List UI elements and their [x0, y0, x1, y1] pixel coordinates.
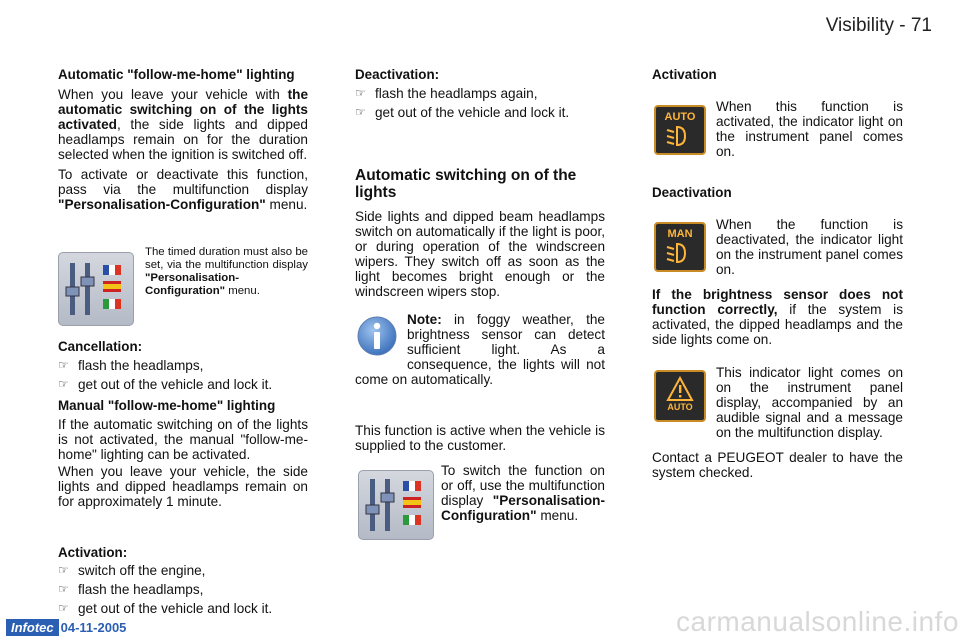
pointing-hand-icon: ☞	[355, 105, 366, 119]
list-item: ☞ get out of the vehicle and lock it.	[58, 601, 273, 616]
pointing-hand-icon: ☞	[58, 377, 69, 391]
footer	[6, 618, 126, 636]
warning-text: This indicator light comes on on the instrument panel display, accompanied by an audible signal and a message on the multifunction display.	[716, 365, 903, 440]
note-label: Note:	[407, 312, 442, 327]
pointing-hand-icon: ☞	[58, 563, 69, 577]
contact-paragraph: Contact a PEUGEOT dealer to have the system checked.	[652, 450, 903, 480]
follow-me-home-paragraph: When you leave your vehicle with the automatic switching on of the lights activated, the side lights and dipped headlamps remain on for the duration selected when the ignition is switched off.	[58, 87, 308, 162]
switch-function-paragraph: To switch the function on or off, use the multifunction display "Personalisation-Configuration" menu.	[441, 463, 605, 523]
sliders-flags-icon	[359, 471, 433, 539]
warning-triangle-icon	[656, 372, 704, 420]
man-indicator-icon	[654, 222, 706, 272]
manual-paragraph-2: When you leave your vehicle, the side lights and dipped headlamps remain on for approximately 1 minute.	[58, 464, 308, 509]
list-item: ☞ flash the headlamps,	[58, 582, 204, 597]
activation-section	[58, 545, 308, 619]
auto-lights-section	[355, 167, 605, 299]
page-number: 71	[910, 15, 932, 36]
settings-icon	[358, 470, 434, 540]
note-paragraph	[355, 312, 605, 387]
man-label: MAN	[667, 228, 693, 240]
section-title: Visibility	[825, 15, 894, 36]
deactivation-text: When the function is deactivated, the indicator light on the instrument panel comes on.	[716, 217, 903, 277]
timed-duration-note: The timed duration must also be set, via the multifunction display "Personalisation-Configuration" menu.	[145, 246, 308, 297]
deactivation-section	[355, 67, 605, 123]
list-item: ☞ flash the headlamps,	[58, 358, 204, 373]
supplied-paragraph: This function is active when the vehicle is supplied to the customer.	[355, 423, 605, 453]
auto-lights-heading: Automatic switching on of the lights	[355, 167, 577, 201]
list-item: ☞ flash the headlamps again,	[355, 86, 538, 101]
header-separator: -	[899, 15, 906, 36]
infotec-logo: Infotec	[6, 619, 59, 636]
sliders-flags-icon	[59, 253, 133, 325]
pointing-hand-icon: ☞	[58, 358, 69, 372]
cancellation-title: Cancellation:	[58, 339, 143, 354]
auto-warning-icon	[654, 370, 706, 422]
auto-label: AUTO	[664, 111, 696, 123]
pointing-hand-icon: ☞	[355, 86, 366, 100]
note-text: in foggy weather, the brightness sensor can detect sufficient light. As a consequence, the lights will not come on automatically.	[355, 312, 605, 387]
activation-title: Activation:	[58, 545, 128, 560]
manual-section	[58, 398, 308, 509]
auto-indicator-icon	[654, 105, 706, 155]
activate-paragraph: To activate or deactivate this function, pass via the multifunction display "Personalisation-Configuration" menu.	[58, 167, 308, 212]
activation-heading: Activation	[652, 67, 717, 82]
list-item: ☞ switch off the engine,	[58, 563, 206, 578]
activation-text: When this function is activated, the indicator light on the instrument panel comes on.	[716, 99, 903, 159]
manual-paragraph-1: If the automatic switching on of the lights is not activated, the manual "follow-me-home" lighting can be activated.	[58, 417, 308, 462]
watermark: carmanualsonline.info	[676, 606, 959, 637]
warning-auto-label: AUTO	[667, 402, 693, 412]
sensor-paragraph: If the brightness sensor does not function correctly, if the system is activated, the dipped headlamps and the side lights come on.	[652, 287, 904, 347]
deactivation-title: Deactivation:	[355, 67, 440, 82]
pointing-hand-icon: ☞	[58, 582, 69, 596]
settings-icon	[58, 252, 134, 326]
list-item: ☞ get out of the vehicle and lock it.	[355, 105, 570, 120]
list-item: ☞ get out of the vehicle and lock it.	[58, 377, 273, 392]
sensor-bold: If the brightness sensor does not function correctly,	[652, 287, 903, 317]
footer-date: 04-11-2005	[60, 619, 127, 635]
pointing-hand-icon: ☞	[58, 601, 69, 615]
page-header	[826, 15, 932, 37]
auto-lights-paragraph: Side lights and dipped beam headlamps switch on automatically if the light is poor, or during operation of the windscreen wipers. They switch off as soon as the light becomes bright enough or the windscreen wipers stop.	[355, 209, 605, 299]
follow-me-home-title: Automatic "follow-me-home" lighting	[58, 67, 295, 82]
column-1	[58, 67, 308, 212]
cancellation-section	[58, 339, 308, 395]
manual-title: Manual "follow-me-home" lighting	[58, 398, 276, 413]
deactivation-heading: Deactivation	[652, 185, 732, 200]
